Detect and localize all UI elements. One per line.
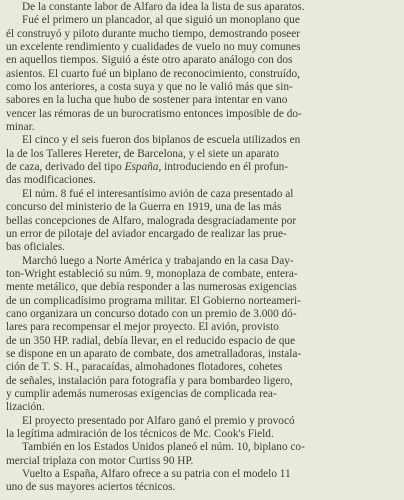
- text-line: lares para recompensar el mejor proyecto. El avión, provisto: [6, 321, 279, 334]
- text-line: la legítima admiración de los técnicos de Mc. Cook's Field.: [6, 428, 274, 440]
- paragraph-prize: [6, 415, 398, 442]
- text-line: un error de pilotaje del aviador encargado de realizar las prue-: [6, 227, 287, 240]
- text-line: uno de sus mayores aciertos técnicos.: [6, 481, 176, 494]
- text-line: El proyecto presentado por Alfaro ganó el premio y provocó: [22, 414, 295, 427]
- text-line: de señales, instalación para fotografía y para bombardeo ligero,: [6, 374, 293, 387]
- text-line: De la constante labor de Alfaro da idea la lista de sus aparatos.: [22, 1, 305, 13]
- text-line: de caza, derivado del tipo España, introduciendo en él profun-: [6, 161, 289, 174]
- text-line: bellas concepciones de Alfaro, malograda desgraciadamente por: [6, 214, 297, 227]
- text-line: asientos. El cuarto fué un biplano de reconocimiento, construído,: [6, 67, 300, 80]
- text-line: ción de T. S. H., paracaídas, almohadones flotadores, cohetes: [6, 361, 283, 374]
- text-line: das modificaciones.: [6, 174, 96, 187]
- text-line: Vuelto a España, Alfaro ofrece a su patria con el modelo 11: [22, 468, 291, 481]
- text-line: vencer las rémoras de un burocratismo entonces imposible de do-: [6, 107, 302, 120]
- paragraph-model-10: [6, 441, 398, 468]
- text-line: en aquellos tiempos. Siguió a éste otro aparato análogo con dos: [6, 54, 293, 67]
- text-line: de un complicadísimo programa militar. El Gobierno norteameri-: [6, 294, 301, 307]
- text-line: un excelente rendimiento y cualidades de vuelo no muy comunes: [6, 41, 301, 54]
- text-line: El cinco y el seis fueron dos biplanos de escuela utilizados en: [22, 134, 301, 147]
- text-line: como los anteriores, a costa suya y que no le valió más que sin-: [6, 81, 293, 94]
- text-line: él construyó y piloto durante mucho tiempo, demostrando poseer: [6, 27, 300, 40]
- paragraph-fighter-contest: [6, 188, 398, 255]
- paragraph-north-america: [6, 255, 398, 415]
- text-line: se dispone en un aparato de combate, dos ametralladoras, instala-: [6, 347, 302, 360]
- text-line: ton-Wright estableció su núm. 9, monoplaza de combate, entera-: [6, 267, 298, 280]
- paragraph-aircraft-list: [6, 1, 398, 134]
- emphasis-espana: España: [124, 161, 159, 174]
- text-line: y cumplir además numerosas exigencias de complicada rea-: [6, 387, 277, 400]
- text-line: minar.: [6, 121, 35, 134]
- paragraph-biplanes: [6, 134, 398, 187]
- text-line: Fué el primero un plancador, al que siguió un monoplano que: [22, 14, 300, 27]
- text-line: mente metálico, que debía responder a las numerosas exigencias: [6, 281, 297, 294]
- text-line: El núm. 8 fué el interesantísimo avión de caza presentado al: [22, 187, 294, 200]
- text-line: Marchó luego a Norte América y trabajando en la casa Day-: [22, 254, 294, 267]
- text-line: la de los Talleres Hereter, de Barcelona, y el siete un aparato: [6, 147, 280, 160]
- text-line: cano organizara un concurso dotado con un premio de 3.000 dó-: [6, 307, 297, 320]
- paragraph-return-spain: [6, 468, 398, 495]
- text-line: lización.: [6, 401, 45, 414]
- text-line: También en los Estados Unidos planeó el núm. 10, biplano co-: [22, 441, 305, 454]
- text-line: de un 350 HP. radial, debía llevar, en el reducido espacio de que: [6, 334, 296, 347]
- text-line: concurso del ministerio de la Guerra en 1919, una de las más: [6, 201, 282, 214]
- text-line: mercial triplaza con motor Curtiss 90 HP.: [6, 454, 194, 467]
- text-line: sabores en la lucha que hubo de sostener para intentar en vano: [6, 94, 288, 107]
- text-line: bas oficiales.: [6, 241, 65, 254]
